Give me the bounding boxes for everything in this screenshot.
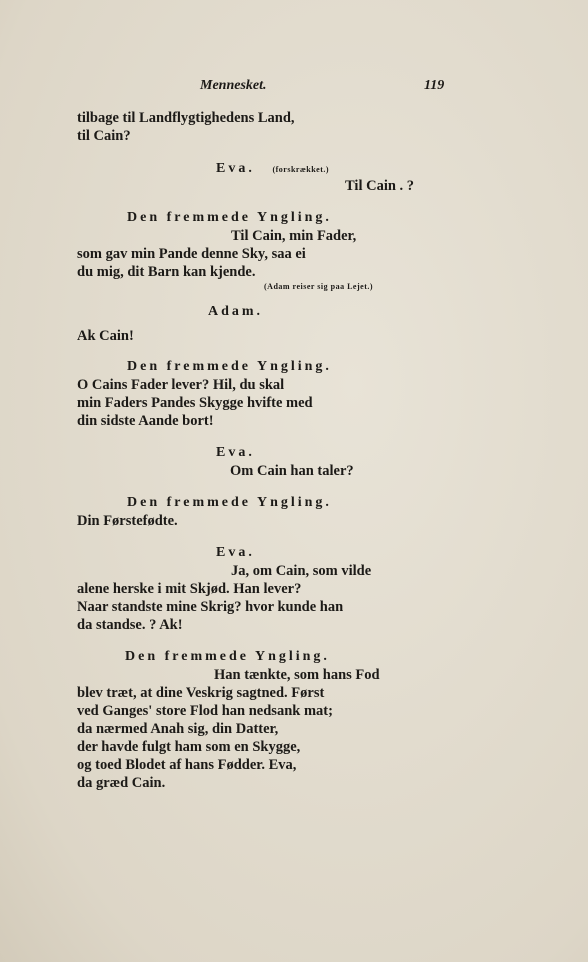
speaker-name: Den fremmede Yngling. [127,359,332,374]
text-line: Til Cain . ? [345,178,415,194]
speaker-line [77,159,397,177]
speaker-name: Eva. [216,545,255,560]
text-line: da nærmed Anah sig, din Datter, [77,721,279,737]
page-number: 119 [424,78,445,93]
speaker-name: Eva. [216,445,255,460]
speaker-name: Den fremmede Yngling. [127,495,332,510]
text-line: din sidste Aande bort! [77,413,214,429]
text-line: ved Ganges' store Flod han nedsank mat; [77,703,333,719]
speaker-name: Den fremmede Yngling. [127,210,332,225]
text-line: O Cains Fader lever? Hil, du skal [77,377,285,393]
text-line: Din Førstefødte. [77,513,178,529]
text-line: blev træt, at dine Veskrig sagtned. Først [77,685,325,701]
text-line: Naar standste mine Skrig? hvor kunde han [77,599,344,615]
text-line: du mig, dit Barn kan kjende. [77,264,256,280]
text-line: Ja, om Cain, som vilde [231,563,372,579]
text-line: Til Cain, min Fader, [231,228,357,244]
text-line: og toed Blodet af hans Fødder. Eva, [77,757,297,773]
text-line: alene herske i mit Skjød. Han lever? [77,581,302,597]
text-line: da standse. ? Ak! [77,617,183,633]
speaker-name: Adam. [208,304,264,319]
text-line: Om Cain han taler? [230,463,354,479]
text-line: der havde fulgt ham som en Skygge, [77,739,301,755]
speaker-name: Den fremmede Yngling. [125,649,330,664]
text-line: som gav min Pande denne Sky, saa ei [77,246,306,262]
text-line: da græd Cain. [77,775,166,791]
text-line: til Cain? [77,128,131,144]
running-title: Mennesket. [200,78,267,93]
stage-direction: (Adam reiser sig paa Lejet.) [264,282,374,291]
text-line: tilbage til Landflygtighedens Land, [77,110,295,126]
text-line: Han tænkte, som hans Fod [214,667,380,683]
play-text [77,109,415,792]
stage-direction: (forskrækket.) [272,165,330,174]
text-line: Ak Cain! [77,328,134,344]
page-header [0,78,588,98]
speaker-name: Eva. [216,161,255,176]
text-line: min Faders Pandes Skygge hvifte med [77,395,313,411]
